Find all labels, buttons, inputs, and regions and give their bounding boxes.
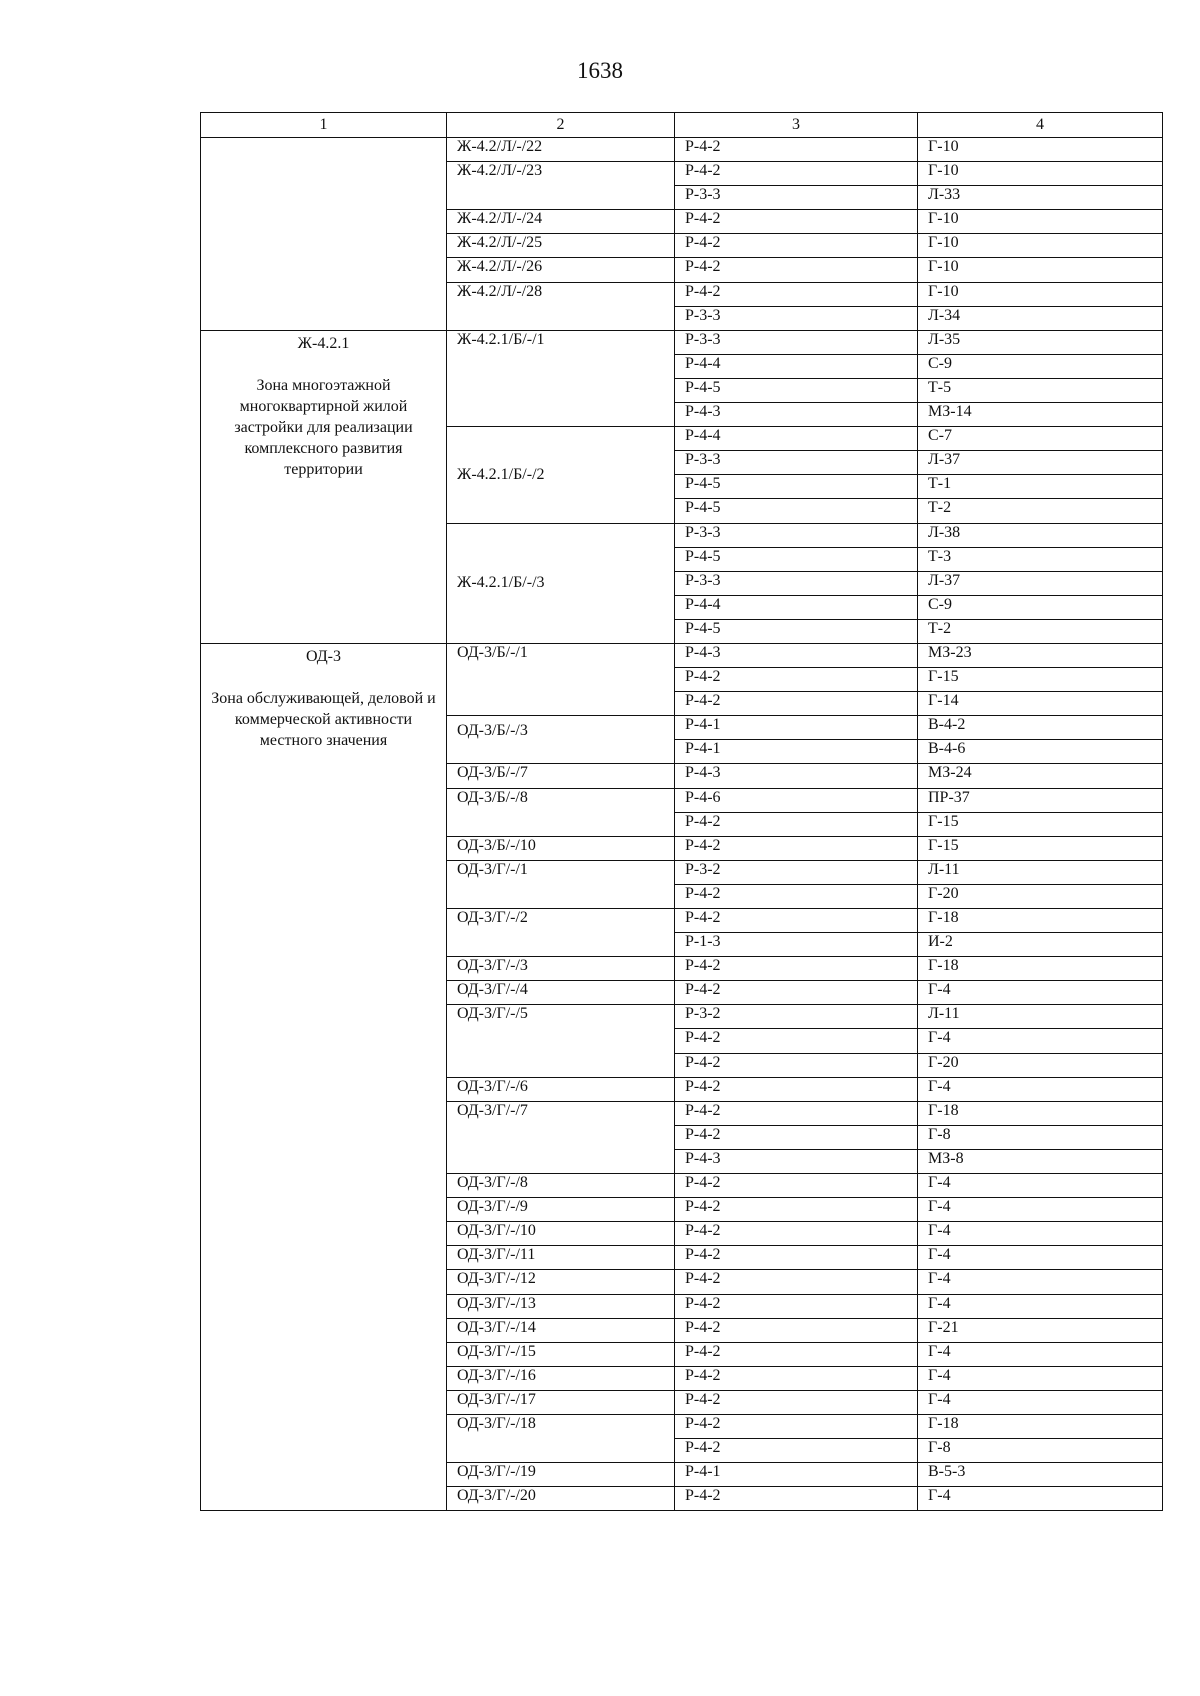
index-code-cell: Г-15 — [918, 812, 1163, 836]
regulation-code-cell: Р-4-2 — [675, 981, 918, 1005]
index-code-cell: Г-10 — [918, 234, 1163, 258]
section-code-cell: ОД-3/Г/-/3 — [447, 957, 675, 981]
section-code-cell: ОД-3/Г/-/17 — [447, 1390, 675, 1414]
regulation-code-cell: Р-3-3 — [675, 571, 918, 595]
index-code-cell: Л-11 — [918, 860, 1163, 884]
regulation-code-cell: Р-4-2 — [675, 1029, 918, 1053]
index-code-cell: Г-4 — [918, 1246, 1163, 1270]
regulation-code-cell: Р-4-5 — [675, 378, 918, 402]
table-row — [201, 330, 1163, 354]
index-code-cell: В-5-3 — [918, 1463, 1163, 1487]
index-code-cell: Т-5 — [918, 378, 1163, 402]
regulation-code-cell: Р-4-2 — [675, 668, 918, 692]
regulation-code-cell: Р-4-2 — [675, 1174, 918, 1198]
index-code-cell: Г-4 — [918, 1270, 1163, 1294]
index-code-cell: С-7 — [918, 427, 1163, 451]
section-code-cell: ОД-3/Г/-/20 — [447, 1487, 675, 1511]
index-code-cell: Г-18 — [918, 1101, 1163, 1125]
header-row — [201, 113, 1163, 138]
regulation-code-cell: Р-4-2 — [675, 258, 918, 282]
regulation-code-cell: Р-4-4 — [675, 595, 918, 619]
table-row — [201, 138, 1163, 162]
section-code-cell: ОД-3/Г/-/5 — [447, 1005, 675, 1077]
regulation-code-cell: Р-4-3 — [675, 643, 918, 667]
regulation-code-cell: Р-4-4 — [675, 354, 918, 378]
regulation-code-cell: Р-3-3 — [675, 451, 918, 475]
section-code-cell: ОД-3/Г/-/15 — [447, 1342, 675, 1366]
regulation-code-cell: Р-4-2 — [675, 1439, 918, 1463]
index-code-cell: Г-8 — [918, 1439, 1163, 1463]
regulation-code-cell: Р-4-1 — [675, 1463, 918, 1487]
section-code-cell: Ж-4.2/Л/-/23 — [447, 162, 675, 210]
table-body — [201, 138, 1163, 1511]
regulation-code-cell: Р-4-5 — [675, 499, 918, 523]
index-code-cell: ПР-37 — [918, 788, 1163, 812]
regulation-code-cell: Р-4-2 — [675, 1366, 918, 1390]
zone-cell — [201, 330, 447, 643]
section-code-cell: ОД-3/Г/-/11 — [447, 1246, 675, 1270]
zone-cell — [201, 643, 447, 1510]
regulation-code-cell: Р-4-2 — [675, 812, 918, 836]
regulation-code-cell: Р-4-5 — [675, 475, 918, 499]
section-code-cell: ОД-3/Б/-/10 — [447, 836, 675, 860]
section-code-cell: Ж-4.2/Л/-/24 — [447, 210, 675, 234]
regulation-code-cell: Р-4-1 — [675, 716, 918, 740]
section-code-cell: ОД-3/Г/-/14 — [447, 1318, 675, 1342]
section-code-cell: ОД-3/Б/-/8 — [447, 788, 675, 836]
index-code-cell: И-2 — [918, 933, 1163, 957]
regulation-code-cell: Р-4-2 — [675, 909, 918, 933]
section-code-cell: Ж-4.2.1/Б/-/3 — [447, 523, 675, 643]
index-code-cell: Г-4 — [918, 1174, 1163, 1198]
regulation-code-cell: Р-3-3 — [675, 330, 918, 354]
index-code-cell: Г-18 — [918, 1414, 1163, 1438]
regulation-code-cell: Р-4-2 — [675, 692, 918, 716]
column-header-4: 4 — [918, 113, 1163, 138]
zone-code: ОД-3 — [306, 647, 341, 665]
index-code-cell: Т-2 — [918, 619, 1163, 643]
index-code-cell: Т-1 — [918, 475, 1163, 499]
section-code-cell: ОД-3/Г/-/16 — [447, 1366, 675, 1390]
index-code-cell: Л-33 — [918, 186, 1163, 210]
index-code-cell: Г-4 — [918, 1198, 1163, 1222]
section-code-cell: ОД-3/Г/-/9 — [447, 1198, 675, 1222]
section-code-cell: ОД-3/Г/-/18 — [447, 1414, 675, 1462]
section-code-cell: ОД-3/Г/-/1 — [447, 860, 675, 908]
index-code-cell: Г-20 — [918, 884, 1163, 908]
index-code-cell: Г-21 — [918, 1318, 1163, 1342]
index-code-cell: Т-3 — [918, 547, 1163, 571]
regulation-code-cell: Р-3-2 — [675, 860, 918, 884]
section-code-cell: ОД-3/Г/-/12 — [447, 1270, 675, 1294]
section-code-cell: ОД-3/Г/-/8 — [447, 1174, 675, 1198]
index-code-cell: Г-18 — [918, 957, 1163, 981]
index-code-cell: Г-10 — [918, 138, 1163, 162]
index-code-cell: В-4-6 — [918, 740, 1163, 764]
regulation-code-cell: Р-4-2 — [675, 1101, 918, 1125]
regulation-code-cell: Р-4-2 — [675, 282, 918, 306]
index-code-cell: Г-4 — [918, 1342, 1163, 1366]
index-code-cell: Т-2 — [918, 499, 1163, 523]
table-row — [201, 643, 1163, 667]
column-header-3: 3 — [675, 113, 918, 138]
regulation-code-cell: Р-4-2 — [675, 1270, 918, 1294]
index-code-cell: Г-10 — [918, 258, 1163, 282]
index-code-cell: Л-11 — [918, 1005, 1163, 1029]
regulation-code-cell: Р-4-2 — [675, 1198, 918, 1222]
section-code-cell: ОД-3/Б/-/1 — [447, 643, 675, 715]
regulation-code-cell: Р-4-2 — [675, 957, 918, 981]
index-code-cell: Л-37 — [918, 451, 1163, 475]
index-code-cell: Г-10 — [918, 210, 1163, 234]
regulation-code-cell: Р-4-2 — [675, 1318, 918, 1342]
section-code-cell: Ж-4.2/Л/-/26 — [447, 258, 675, 282]
column-header-1: 1 — [201, 113, 447, 138]
regulation-code-cell: Р-4-3 — [675, 1149, 918, 1173]
regulation-code-cell: Р-4-2 — [675, 1390, 918, 1414]
index-code-cell: Г-14 — [918, 692, 1163, 716]
section-code-cell: ОД-3/Г/-/13 — [447, 1294, 675, 1318]
section-code-cell: ОД-3/Б/-/3 — [447, 716, 675, 764]
section-code-cell: ОД-3/Б/-/7 — [447, 764, 675, 788]
index-code-cell: Г-10 — [918, 162, 1163, 186]
regulation-code-cell: Р-4-2 — [675, 1414, 918, 1438]
regulation-code-cell: Р-4-2 — [675, 836, 918, 860]
regulation-code-cell: Р-3-2 — [675, 1005, 918, 1029]
regulation-code-cell: Р-3-3 — [675, 306, 918, 330]
regulation-code-cell: Р-4-2 — [675, 1342, 918, 1366]
regulation-code-cell: Р-4-2 — [675, 1125, 918, 1149]
index-code-cell: Л-35 — [918, 330, 1163, 354]
regulation-code-cell: Р-3-3 — [675, 523, 918, 547]
regulation-code-cell: Р-3-3 — [675, 186, 918, 210]
index-code-cell: Г-4 — [918, 1366, 1163, 1390]
index-code-cell: С-9 — [918, 354, 1163, 378]
section-code-cell: ОД-3/Г/-/6 — [447, 1077, 675, 1101]
index-code-cell: С-9 — [918, 595, 1163, 619]
regulation-code-cell: Р-4-2 — [675, 162, 918, 186]
zone-name: Зона обслуживающей, деловой и коммерческой активности местного значения — [211, 689, 436, 749]
regulation-code-cell: Р-4-2 — [675, 1246, 918, 1270]
section-code-cell: ОД-3/Г/-/19 — [447, 1463, 675, 1487]
regulation-code-cell: Р-4-2 — [675, 1222, 918, 1246]
index-code-cell: МЗ-8 — [918, 1149, 1163, 1173]
index-code-cell: МЗ-14 — [918, 403, 1163, 427]
zone-cell — [201, 138, 447, 331]
regulation-code-cell: Р-4-2 — [675, 138, 918, 162]
regulation-code-cell: Р-4-6 — [675, 788, 918, 812]
regulation-code-cell: Р-4-2 — [675, 884, 918, 908]
section-code-cell: ОД-3/Г/-/10 — [447, 1222, 675, 1246]
section-code-cell: ОД-3/Г/-/2 — [447, 909, 675, 957]
index-code-cell: Г-4 — [918, 1487, 1163, 1511]
index-code-cell: Г-10 — [918, 282, 1163, 306]
index-code-cell: Л-34 — [918, 306, 1163, 330]
zone-name: Зона многоэтажной многоквартирной жилой застройки для реализации комплексного развития территории — [234, 376, 413, 478]
regulation-code-cell: Р-4-5 — [675, 547, 918, 571]
index-code-cell: Л-38 — [918, 523, 1163, 547]
regulation-code-cell: Р-4-2 — [675, 210, 918, 234]
index-code-cell: Г-18 — [918, 909, 1163, 933]
index-code-cell: Г-20 — [918, 1053, 1163, 1077]
index-code-cell: Г-4 — [918, 981, 1163, 1005]
index-code-cell: Г-4 — [918, 1222, 1163, 1246]
index-code-cell: Г-4 — [918, 1390, 1163, 1414]
regulation-code-cell: Р-4-2 — [675, 234, 918, 258]
regulation-code-cell: Р-4-3 — [675, 764, 918, 788]
regulation-code-cell: Р-4-2 — [675, 1077, 918, 1101]
regulation-code-cell: Р-4-3 — [675, 403, 918, 427]
index-code-cell: В-4-2 — [918, 716, 1163, 740]
section-code-cell: Ж-4.2.1/Б/-/1 — [447, 330, 675, 426]
section-code-cell: Ж-4.2.1/Б/-/2 — [447, 427, 675, 523]
index-code-cell: Г-4 — [918, 1077, 1163, 1101]
column-header-2: 2 — [447, 113, 675, 138]
regulation-code-cell: Р-4-2 — [675, 1487, 918, 1511]
regulation-code-cell: Р-4-2 — [675, 1294, 918, 1318]
table-header — [201, 113, 1163, 138]
index-code-cell: Г-4 — [918, 1029, 1163, 1053]
regulation-code-cell: Р-4-2 — [675, 1053, 918, 1077]
regulation-code-cell: Р-1-3 — [675, 933, 918, 957]
index-code-cell: МЗ-24 — [918, 764, 1163, 788]
regulation-code-cell: Р-4-4 — [675, 427, 918, 451]
index-code-cell: Г-8 — [918, 1125, 1163, 1149]
index-code-cell: Г-15 — [918, 836, 1163, 860]
index-code-cell: Л-37 — [918, 571, 1163, 595]
section-code-cell: Ж-4.2/Л/-/25 — [447, 234, 675, 258]
regulation-code-cell: Р-4-5 — [675, 619, 918, 643]
zoning-table — [200, 112, 1163, 1511]
zone-code: Ж-4.2.1 — [297, 334, 350, 352]
section-code-cell: Ж-4.2/Л/-/22 — [447, 138, 675, 162]
section-code-cell: ОД-3/Г/-/7 — [447, 1101, 675, 1173]
index-code-cell: МЗ-23 — [918, 643, 1163, 667]
index-code-cell: Г-4 — [918, 1294, 1163, 1318]
index-code-cell: Г-15 — [918, 668, 1163, 692]
section-code-cell: Ж-4.2/Л/-/28 — [447, 282, 675, 330]
page-number: 1638 — [577, 58, 623, 83]
section-code-cell: ОД-3/Г/-/4 — [447, 981, 675, 1005]
regulation-code-cell: Р-4-1 — [675, 740, 918, 764]
